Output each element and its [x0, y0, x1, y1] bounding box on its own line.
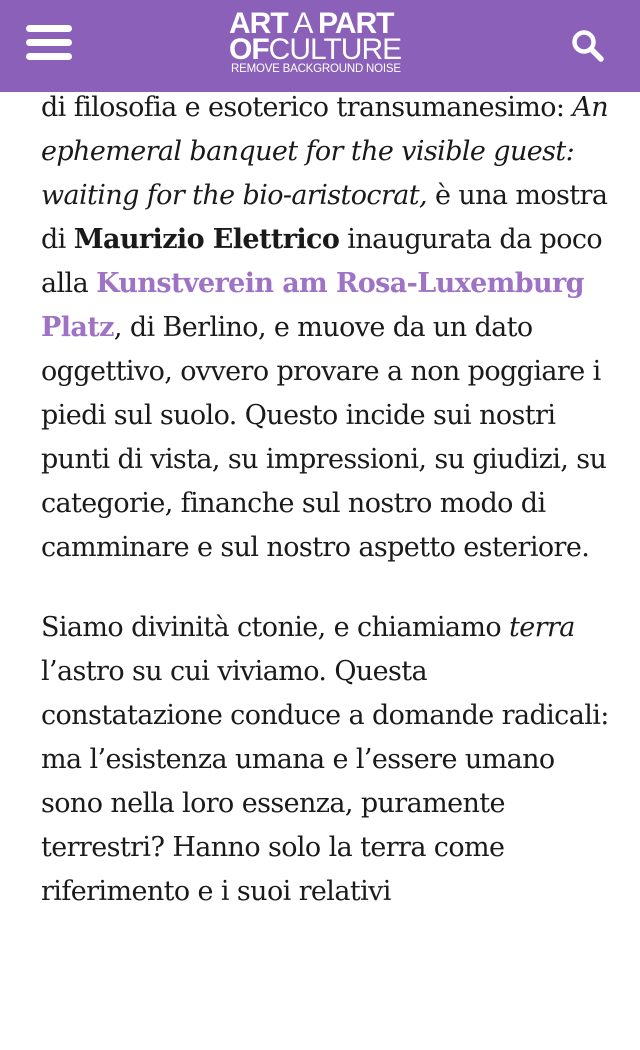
paragraph-text: , di Berlino, e muove da un dato oggettivo, ovvero provare a non poggiare i piedi sul suolo. Questo incide sui nostri punti di vista, su impressioni, su giudizi, su categorie, finanche sul nostro modo di camminare e sul nostro aspetto esteriore. [41, 312, 607, 563]
article-paragraph [41, 606, 611, 914]
site-logo[interactable] [229, 9, 413, 75]
paragraph-text: inaugurata da poco alla [41, 224, 603, 299]
paragraph-text: Siamo divinità ctonie, e chiamiamo [41, 612, 510, 643]
exhibition-title: An ephemeral banquet for the visible guest: waiting for the bio-aristocrat, [41, 92, 609, 211]
site-header [0, 0, 640, 92]
logo-tagline: REMOVE BACKGROUND NOISE [231, 63, 401, 75]
logo-line-1: ART A PART [229, 7, 394, 40]
hamburger-icon[interactable] [26, 22, 74, 66]
article-body [41, 86, 611, 950]
emphasis-terra: terra [509, 612, 575, 643]
article-paragraph [41, 86, 611, 570]
paragraph-text: è una mostra di [41, 180, 608, 255]
search-icon[interactable] [570, 28, 606, 64]
paragraph-text: l’astro su cui viviamo. Questa constatazione conduce a domande radicali: ma l’esistenza umana e l’essere umano sono nella loro essenza, puramente terrestri? Hanno solo la terra come riferimento e i suoi relativi [41, 656, 609, 907]
kunstverein-link[interactable]: Kunstverein am Rosa-Luxemburg Platz [41, 268, 584, 343]
logo-line-2: OFCULTURE [229, 33, 402, 66]
artist-name: Maurizio Elettrico [73, 224, 340, 255]
paragraph-text: di filosofia e esoterico transumanesimo: [41, 92, 573, 123]
